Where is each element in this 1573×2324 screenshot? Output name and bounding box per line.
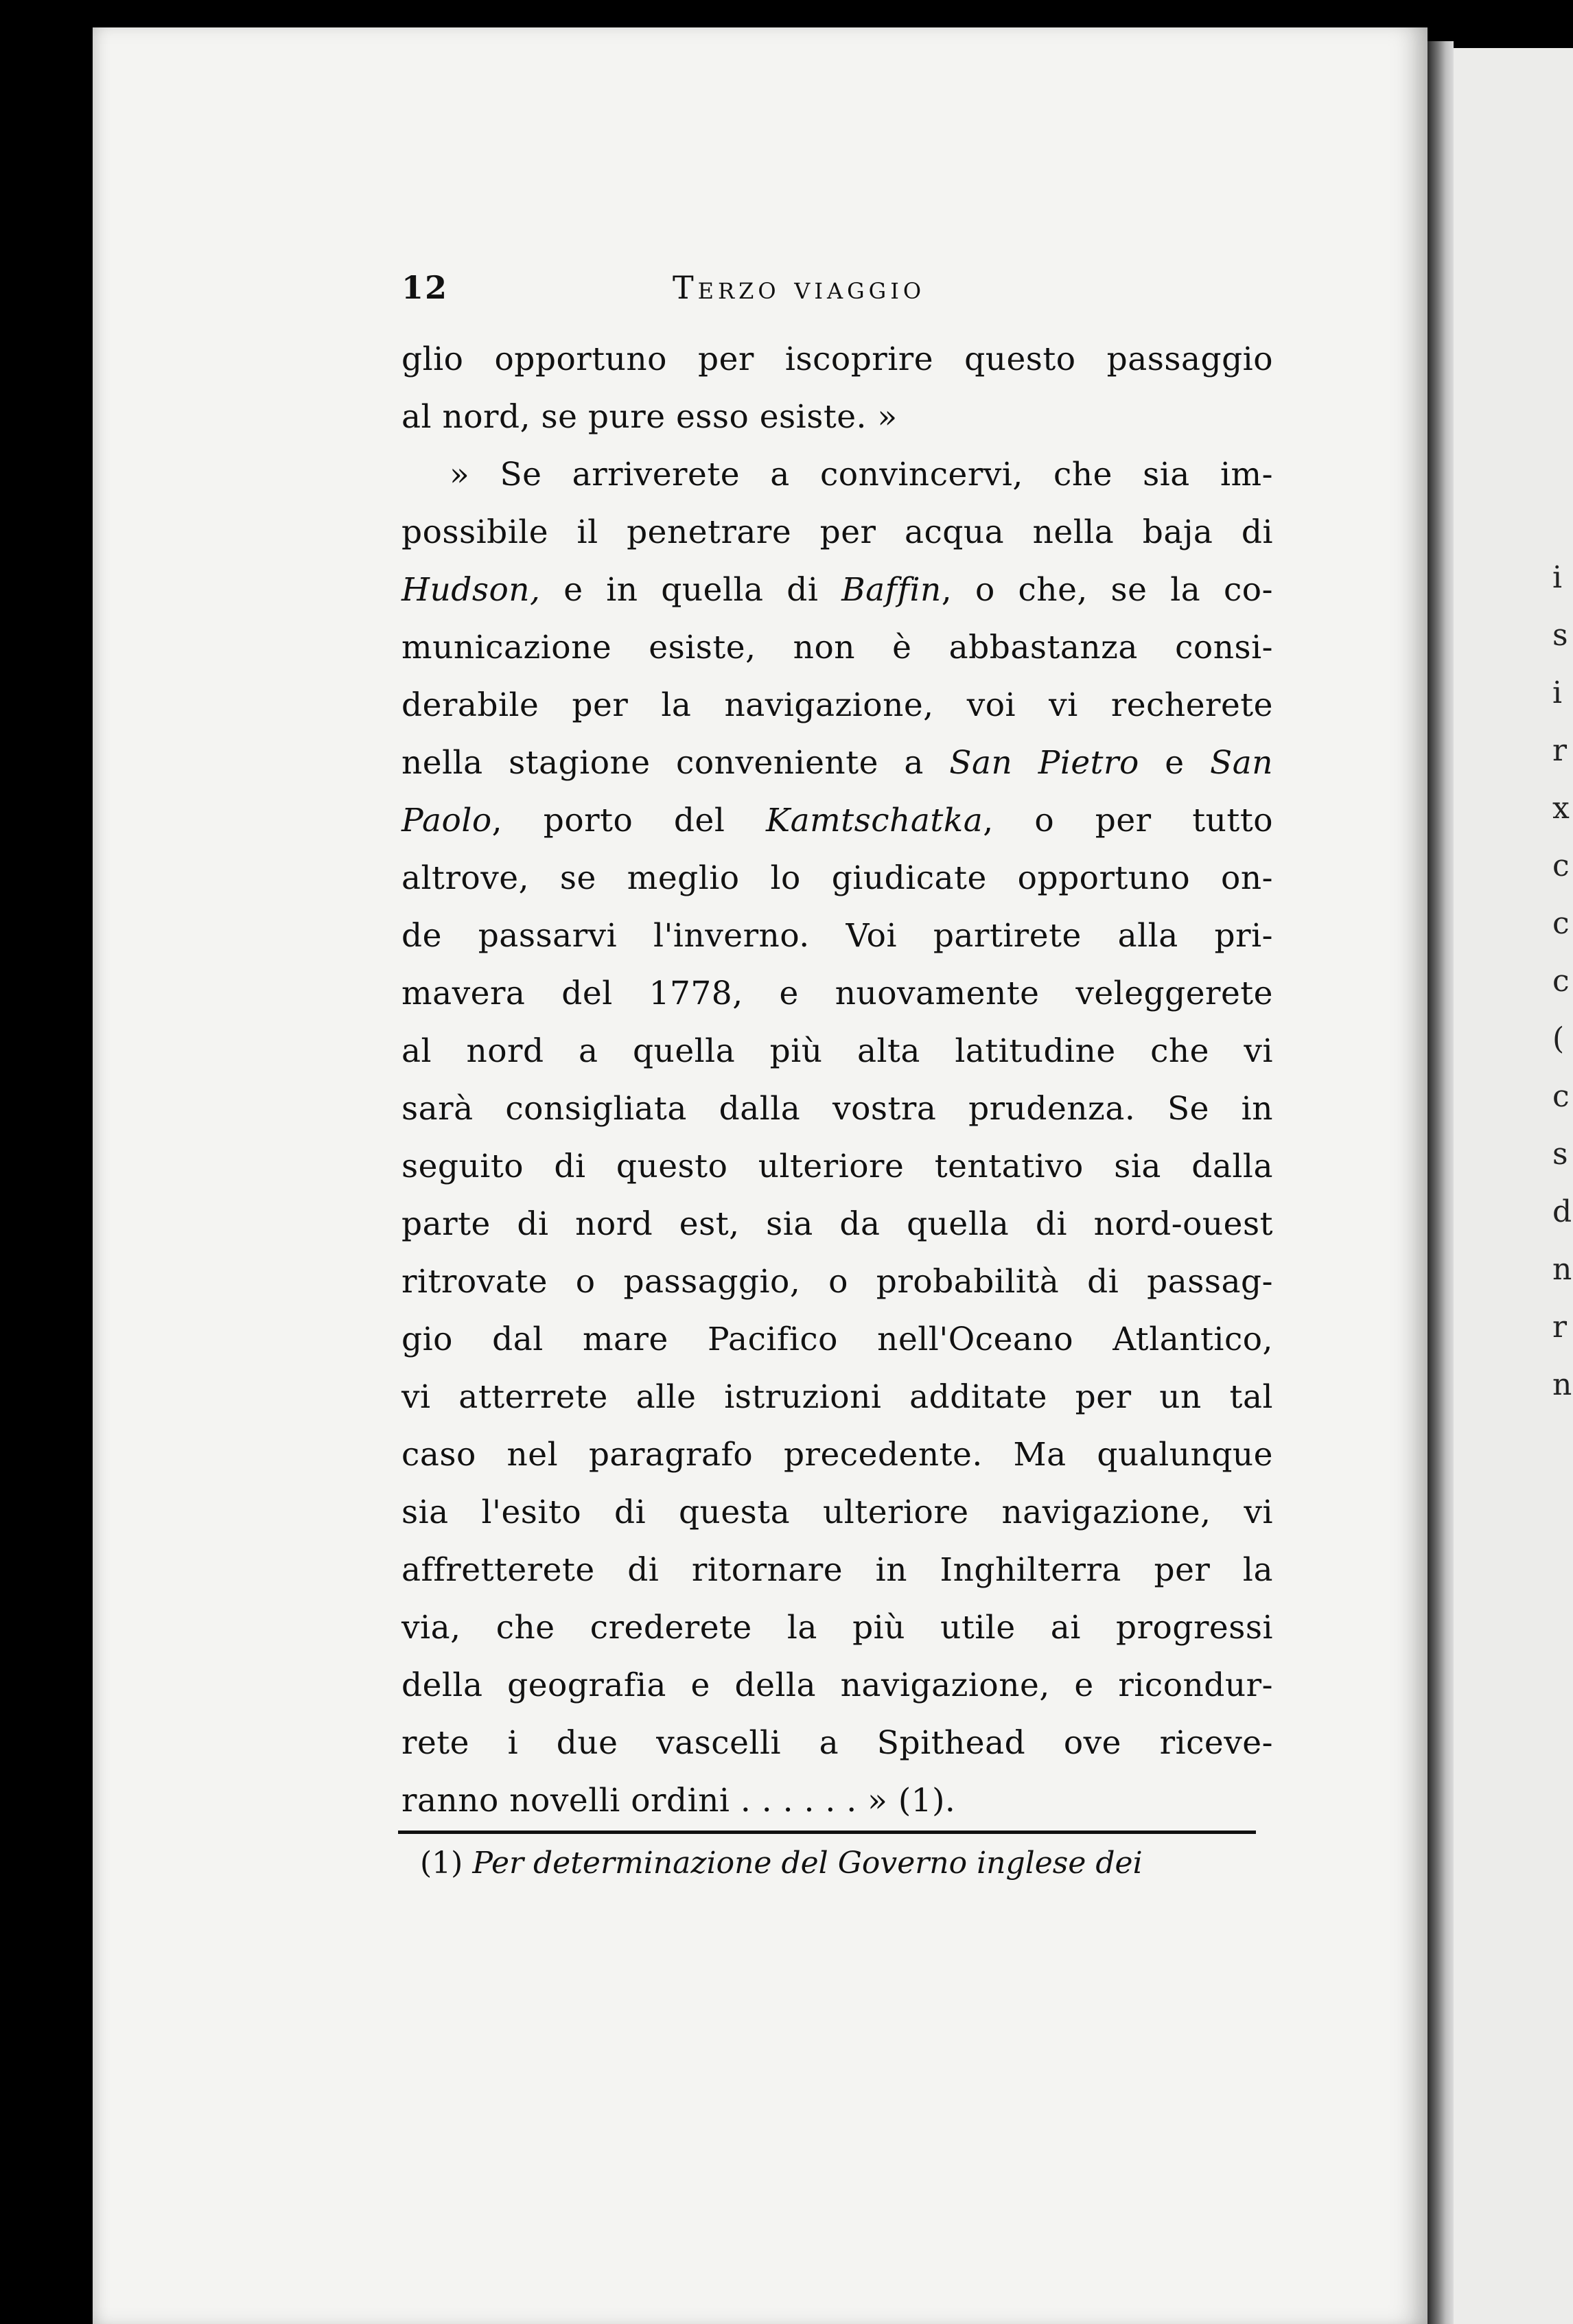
footnote-rule [398, 1831, 1256, 1834]
text-segment: San [1210, 744, 1273, 782]
text-segment: caso nel paragrafo precedente. Ma qualunque [401, 1436, 1273, 1474]
text-segment: della geografia e della navigazione, e ricondur- [401, 1666, 1273, 1704]
text-line [401, 619, 1273, 677]
margin-fragment: n [1552, 1252, 1572, 1287]
text-line [401, 1484, 1273, 1542]
body-text [401, 331, 1273, 1830]
text-segment: Baffin [841, 571, 942, 609]
page-number: 12 [401, 269, 449, 306]
text-segment: Hudson, [401, 571, 541, 609]
text-segment: , o per tutto [983, 802, 1273, 839]
text-segment: nella stagione conveniente a [401, 744, 950, 782]
text-segment: seguito di questo ulteriore tentativo sia dalla [401, 1148, 1273, 1185]
text-line [401, 1772, 1273, 1830]
text-segment: gio dal mare Pacifico nell'Oceano Atlantico, [401, 1321, 1273, 1358]
footnote [420, 1839, 1264, 1887]
text-line [401, 850, 1273, 907]
text-line [401, 446, 1273, 504]
text-line [401, 1599, 1273, 1657]
text-segment: Kamtschatka [766, 802, 983, 839]
text-line [401, 504, 1273, 561]
text-segment: sarà consigliata dalla vostra prudenza. Se in [401, 1090, 1273, 1128]
text-line [401, 1542, 1273, 1599]
margin-fragment: i [1552, 560, 1563, 595]
text-segment: parte di nord est, sia da quella di nord-ouest [401, 1205, 1273, 1243]
margin-fragment: r [1552, 1310, 1568, 1345]
text-line [401, 331, 1273, 388]
text-line [401, 1253, 1273, 1311]
text-segment: San Pietro [949, 744, 1139, 782]
text-segment: de passarvi l'inverno. Voi partirete alla pri- [401, 917, 1273, 955]
text-segment: sia l'esito di questa ulteriore navigazione, vi [401, 1494, 1273, 1531]
text-segment: , porto del [491, 802, 767, 839]
margin-fragment: x [1552, 791, 1570, 826]
text-line [401, 1426, 1273, 1484]
text-segment: vi atterrete alle istruzioni additate per un tal [401, 1378, 1273, 1416]
book-gutter [1428, 41, 1454, 2324]
text-segment: e in quella di [540, 571, 842, 609]
text-segment: al nord, se pure esso esiste. » [401, 398, 898, 436]
text-line [401, 1080, 1273, 1138]
text-line [401, 1369, 1273, 1426]
margin-fragment: ( [1552, 1021, 1565, 1056]
text-segment: rete i due vascelli a Spithead ove riceve- [401, 1724, 1273, 1762]
text-line [401, 561, 1273, 619]
text-segment: Paolo [401, 802, 492, 839]
text-line [401, 734, 1273, 792]
margin-fragment: c [1552, 1079, 1570, 1114]
text-segment: affretterete di ritornare in Inghilterra per la [401, 1551, 1273, 1589]
running-title: Terzo viaggio [673, 269, 926, 306]
text-segment: ritrovate o passaggio, o probabilità di passag- [401, 1263, 1273, 1301]
margin-fragment: c [1552, 848, 1570, 883]
right-page-fragments [1552, 549, 1573, 1414]
text-segment: via, che crederete la più utile ai progressi [401, 1609, 1273, 1647]
text-line [401, 965, 1273, 1023]
text-segment: al nord a quella più alta latitudine che vi [401, 1032, 1273, 1070]
running-head [401, 269, 1273, 317]
text-line [401, 1715, 1273, 1772]
text-segment: e [1139, 744, 1210, 782]
text-segment: derabile per la navigazione, voi vi recherete [401, 686, 1273, 724]
text-segment: municazione esiste, non è abbastanza consi- [401, 629, 1273, 666]
text-line [401, 907, 1273, 965]
text-line [401, 792, 1273, 850]
margin-fragment: s [1552, 1137, 1568, 1172]
footnote-text: Per determinazione del Governo inglese dei [472, 1846, 1143, 1881]
margin-fragment: s [1552, 618, 1568, 653]
text-line [401, 1023, 1273, 1080]
text-segment: glio opportuno per iscoprire questo passaggio [401, 340, 1273, 378]
text-line [401, 388, 1273, 446]
margin-fragment: d [1552, 1194, 1572, 1229]
text-segment: mavera del 1778, e nuovamente veleggerete [401, 975, 1273, 1012]
margin-fragment: c [1552, 964, 1570, 999]
footnote-marker: (1) [420, 1846, 463, 1881]
text-line [401, 1657, 1273, 1715]
text-segment: ranno novelli ordini . . . . . . » (1). [401, 1782, 956, 1820]
text-segment: altrove, se meglio lo giudicate opportuno on- [401, 859, 1273, 897]
text-line [401, 677, 1273, 734]
text-segment: possibile il penetrare per acqua nella baja di [401, 513, 1273, 551]
text-line [401, 1311, 1273, 1369]
text-line [401, 1138, 1273, 1196]
text-line [401, 1196, 1273, 1253]
text-segment: , o che, se la co- [941, 571, 1273, 609]
margin-fragment: i [1552, 675, 1563, 710]
margin-fragment: r [1552, 733, 1568, 768]
margin-fragment: n [1552, 1367, 1572, 1402]
margin-fragment: c [1552, 906, 1570, 941]
text-segment: » Se arriverete a convincervi, che sia im- [450, 456, 1273, 493]
